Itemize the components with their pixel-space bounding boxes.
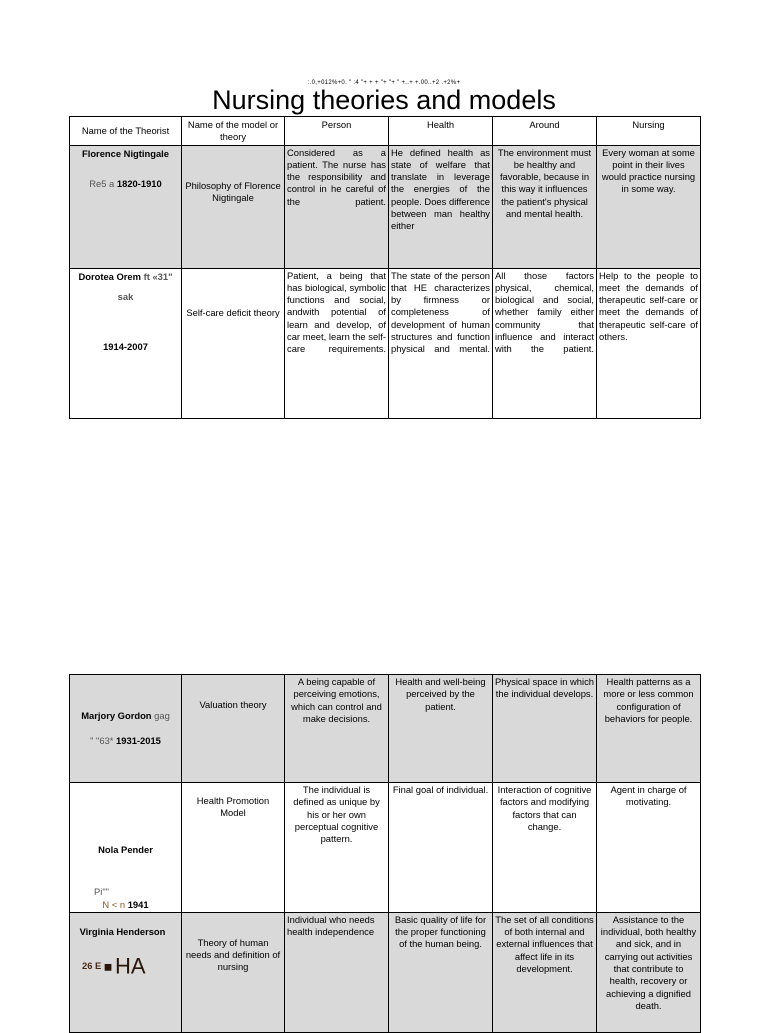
health-cell: The state of the person that HE characterizes by firmness or completeness of development of human structures and function physical and mental. <box>389 268 493 418</box>
header-noise-text: :.0,+012%+0. " :4 "+ + + "+ "+ " +..+ +.00..+2 .+2%+ <box>307 80 461 86</box>
around-cell: All those factors physical, chemical, biological and social, whether family either community that influence and interact with the patient. <box>493 268 597 418</box>
theorist-extra-big: HA <box>114 953 146 979</box>
nursing-cell: Help to the people to meet the demands of therapeutic self-care or meet the demands of therapeutic self-care of others. <box>597 268 701 418</box>
around-cell: The environment must be healthy and favorable, because in this way it influences the patient's physical and mental health. <box>493 145 597 268</box>
theorist-years: 1914-2007 <box>103 341 148 353</box>
person-cell: A being capable of perceiving emotions, which can control and make decisions. <box>285 675 389 783</box>
theorist-mark: ■ <box>103 958 113 975</box>
around-cell: The set of all conditions of both internal and external influences that affect life in its development. <box>493 912 597 1032</box>
around-cell: Interaction of cognitive factors and modifying factors that can change. <box>493 783 597 913</box>
theorist-name: Virginia Henderson <box>79 925 166 937</box>
theorist-extra: N < n <box>102 898 126 910</box>
theorist-extra: 26 E <box>82 960 102 972</box>
theorist-extra-line: Pi"" <box>94 886 109 898</box>
table-row <box>70 912 701 1032</box>
col-header-theorist: Name of the Theorist <box>70 117 182 146</box>
col-header-person: Person <box>285 117 389 146</box>
person-cell: Considered as a patient. The nurse has the responsibility and control in he careful of the patient. <box>285 145 389 268</box>
health-cell: Final goal of individual. <box>389 783 493 913</box>
theorist-years: 1931-2015 <box>116 734 161 746</box>
theorist-name: Nola Pender <box>98 844 153 855</box>
theorist-cell <box>70 145 182 268</box>
theorist-extra: ft «31" <box>143 270 173 282</box>
health-cell: Basic quality of life for the proper functioning of the human being. <box>389 912 493 1032</box>
table-row <box>70 783 701 913</box>
nursing-cell: Every woman at some point in their lives would practice nursing in some way. <box>597 145 701 268</box>
theorist-extra-line: sak <box>117 290 134 302</box>
table-row <box>70 675 701 783</box>
theorist-years: 1820-1910 <box>116 177 162 189</box>
table-row <box>70 145 701 268</box>
theorist-name: Marjory Gordon <box>81 710 152 722</box>
table-header-row <box>70 117 701 146</box>
theorist-cell <box>70 783 182 913</box>
person-cell: The individual is defined as unique by his or her own perceptual cognitive pattern. <box>285 783 389 913</box>
health-cell: Health and well-being perceived by the patient. <box>389 675 493 783</box>
page-title: Nursing theories and models <box>212 85 556 115</box>
person-cell: Patient, a being that has biological, symbolic functions and social, andwith potential of learn and develop, of car meet, learn the self-care requirements. <box>285 268 389 418</box>
nursing-cell: Assistance to the individual, both healthy and sick, and in carrying out activities that contribute to health, recovery or achieving a dignified death. <box>597 912 701 1032</box>
theorist-cell <box>70 912 182 1032</box>
col-header-around: Around <box>493 117 597 146</box>
col-header-model: Name of the model or theory <box>182 117 285 146</box>
model-cell: Health Promotion Model <box>182 783 285 913</box>
around-cell: Physical space in which the individual develops. <box>493 675 597 783</box>
health-cell: He defined health as state of welfare that translate in leverage the energies of the people. Does difference between man healthy either <box>389 145 493 268</box>
nursing-cell: Agent in charge of motivating. <box>597 783 701 913</box>
nursing-cell: Health patterns as a more or less common configuration of behaviors for people. <box>597 675 701 783</box>
model-cell: Valuation theory <box>182 675 285 783</box>
theorist-extra-line: " "63* <box>90 734 114 746</box>
model-cell: Philosophy of Florence Nigtingale <box>182 145 285 268</box>
theories-table-2 <box>69 674 701 1033</box>
theorist-years: 1941 <box>127 898 149 910</box>
theorist-cell <box>70 675 182 783</box>
col-header-nursing: Nursing <box>597 117 701 146</box>
col-header-health: Health <box>389 117 493 146</box>
theorist-name: Florence Nigtingale <box>82 147 169 159</box>
theorist-cell <box>70 268 182 418</box>
model-cell: Theory of human needs and definition of nursing <box>182 912 285 1032</box>
theorist-name: Dorotea Orem <box>78 270 141 282</box>
theorist-extra: Re5 a <box>89 177 115 189</box>
person-cell: Individual who needs health independence <box>285 912 389 1032</box>
model-cell: Self-care deficit theory <box>182 268 285 418</box>
theories-table-1 <box>69 116 701 419</box>
theorist-extra: gag <box>154 710 170 722</box>
table-row <box>70 268 701 418</box>
